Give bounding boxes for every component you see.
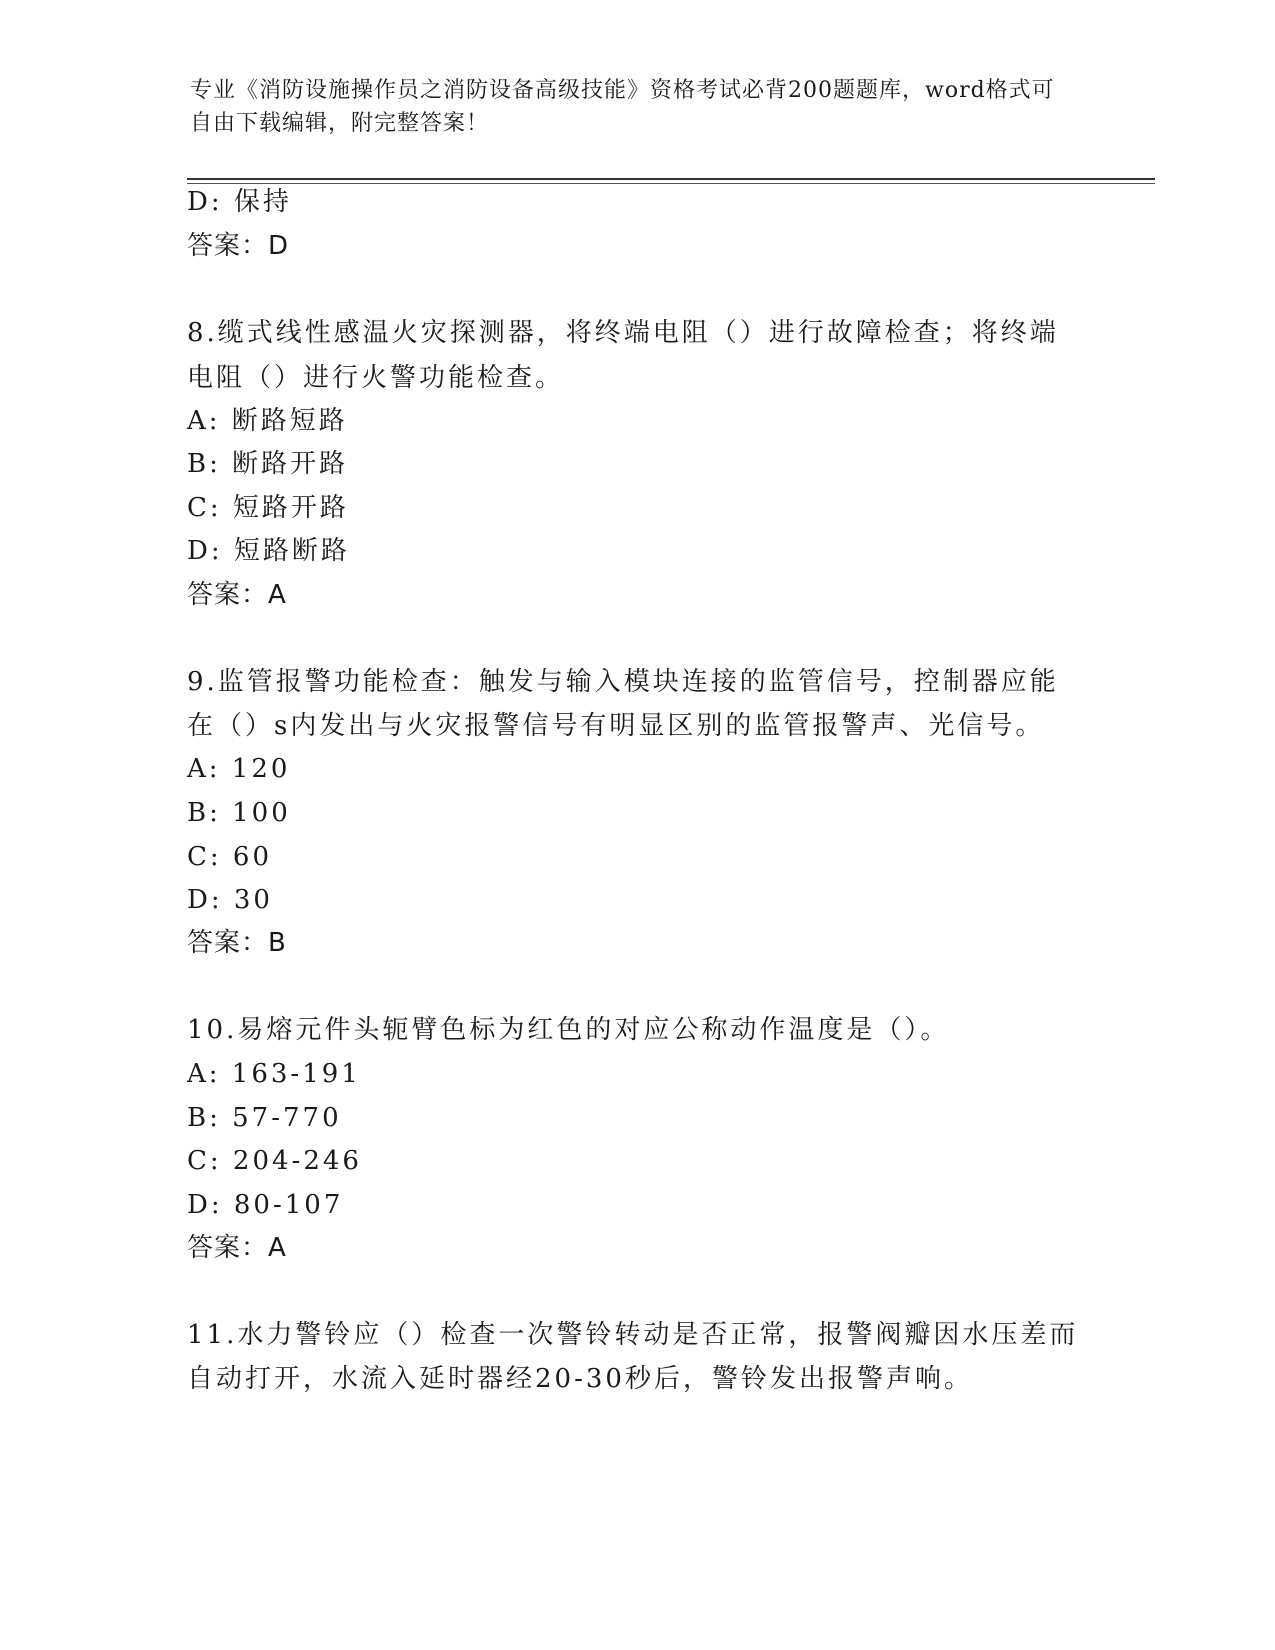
- option-d: D: 保持: [187, 187, 292, 217]
- question-11-stem-line1: 11.水力警铃应（）检查一次警铃转动是否正常，报警阀瓣因水压差而: [187, 1320, 1079, 1350]
- answer-label: 答案：D: [187, 231, 290, 261]
- question-9-answer: 答案：B: [187, 928, 287, 958]
- question-10-answer: 答案：A: [187, 1233, 287, 1263]
- question-8-option-d: D: 短路断路: [187, 536, 350, 566]
- header-title: 专业《消防设施操作员之消防设备高级技能》资格考试必背200题题库，word格式可自由下载编辑，附完整答案！: [190, 78, 1055, 136]
- question-10-stem-line1: 10.易熔元件头轭臂色标为红色的对应公称动作温度是（）。: [187, 1015, 950, 1045]
- header-rule-thick: [187, 178, 1155, 180]
- question-9-option-a: A: 120: [187, 754, 291, 784]
- question-9-option-c: C: 60: [187, 842, 273, 872]
- question-8-stem-line1: 8.缆式线性感温火灾探测器，将终端电阻（）进行故障检查；将终端: [187, 318, 1059, 348]
- question-9-option-b: B: 100: [187, 798, 291, 828]
- question-11-stem-line2: 自动打开，水流入延时器经20-30秒后，警铃发出报警声响。: [187, 1364, 973, 1394]
- question-9-option-d: D: 30: [187, 885, 273, 915]
- question-10-option-c: C: 204-246: [187, 1146, 362, 1176]
- header-rule-thin: [187, 183, 1155, 184]
- question-8-option-a: A: 断路短路: [187, 406, 348, 436]
- question-9-stem-line2: 在（）s内发出与火灾报警信号有明显区别的监管报警声、光信号。: [187, 711, 1045, 741]
- question-8-option-c: C: 短路开路: [187, 493, 349, 523]
- question-10-option-a: A: 163-191: [187, 1059, 361, 1089]
- question-10-option-b: B: 57-770: [187, 1103, 342, 1133]
- question-8-answer: 答案：A: [187, 580, 287, 610]
- question-8-stem-line2: 电阻（）进行火警功能检查。: [187, 363, 565, 393]
- question-10-option-d: D: 80-107: [187, 1190, 344, 1220]
- question-8-option-b: B: 断路开路: [187, 449, 349, 479]
- question-9-stem-line1: 9.监管报警功能检查：触发与输入模块连接的监管信号，控制器应能: [187, 667, 1059, 697]
